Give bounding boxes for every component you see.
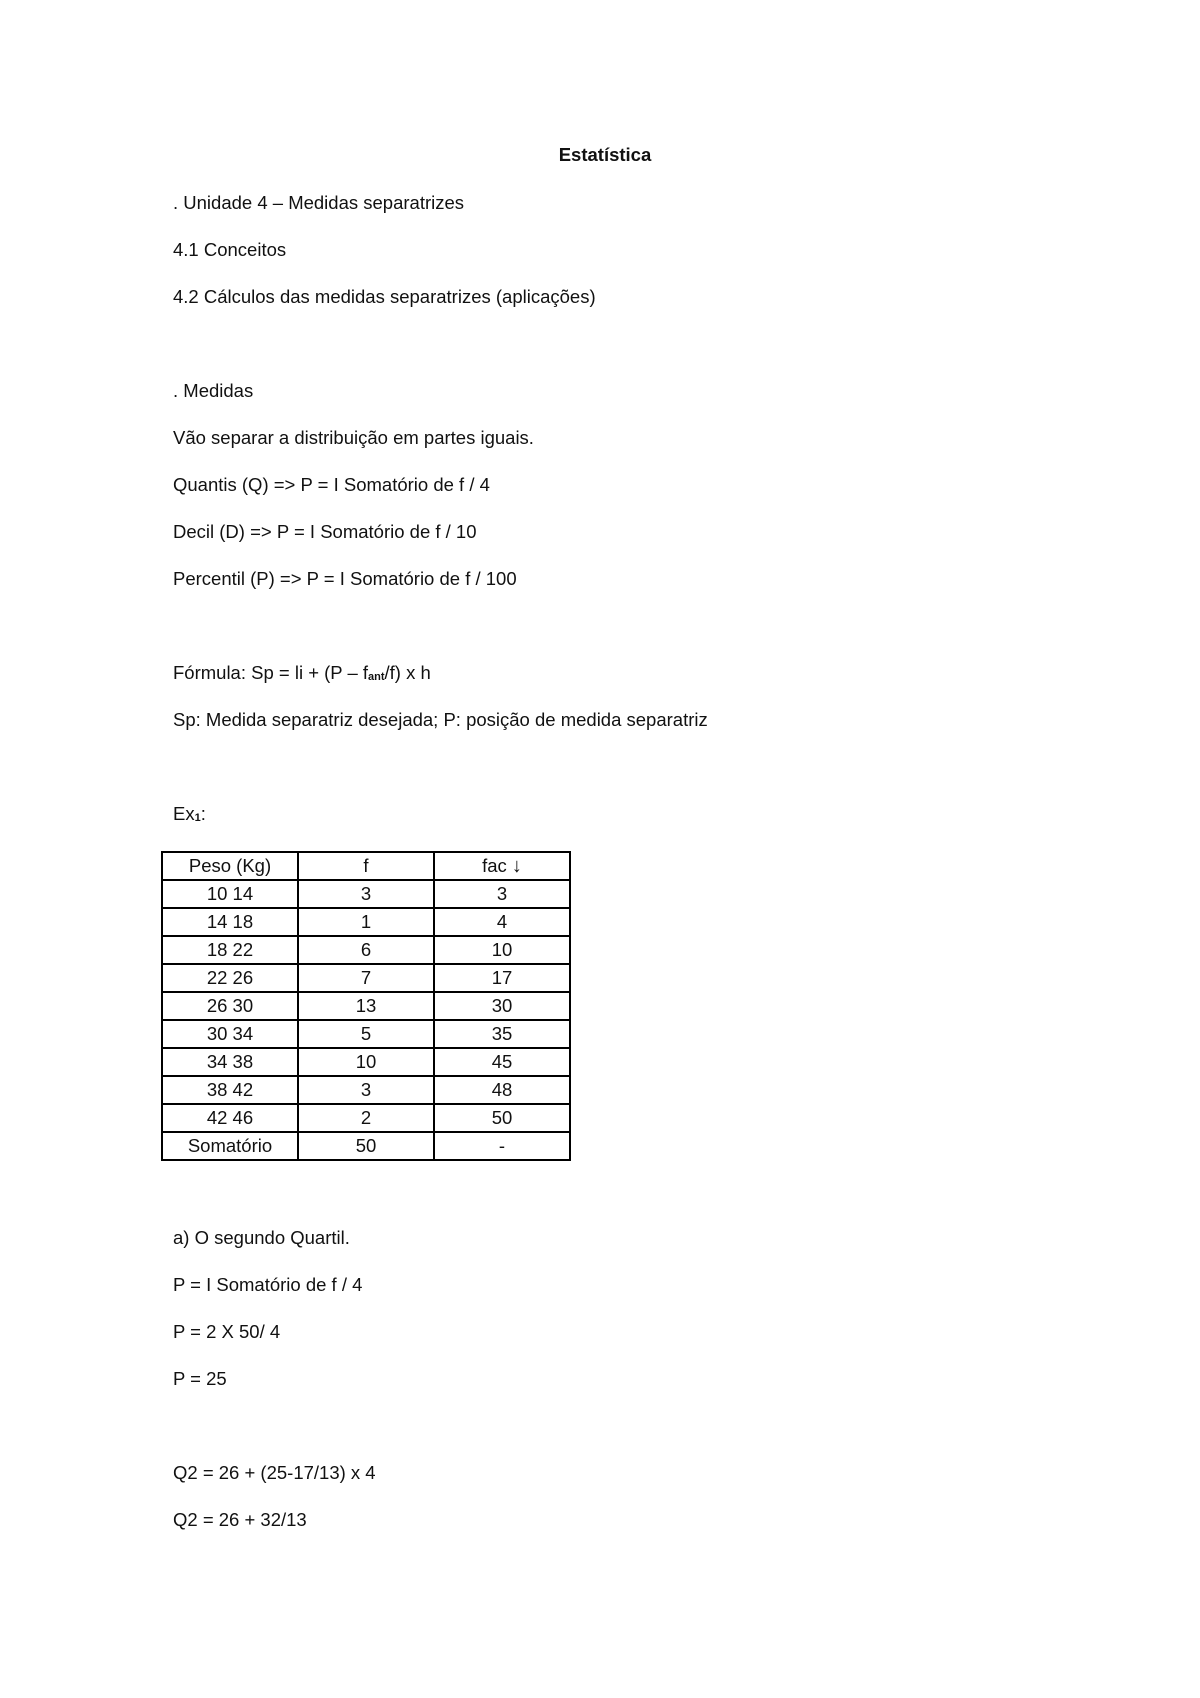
table-row: 26 30 13 30 [162,992,570,1020]
page-title: Estatística [558,144,652,165]
measures-description: Vão separar a distribuição em partes iguais. [173,427,534,448]
table-total-row: Somatório 50 - [162,1132,570,1160]
unit-heading: . Unidade 4 – Medidas separatrizes [173,192,465,213]
formula-subscript: ant [368,671,385,683]
position-substitution: P = 2 X 50/ 4 [173,1321,281,1342]
frequency-table [161,851,571,1161]
table-row: 10 14 3 3 [162,880,570,908]
down-arrow-icon: ↓ [511,855,522,877]
main-formula [173,662,431,684]
question-a: a) O segundo Quartil. [173,1227,350,1248]
table-row: 34 38 10 45 [162,1048,570,1076]
formula-end: /f) x h [384,662,431,683]
example-label: $Ex_1$: [173,803,206,824]
q2-simplified: Q2 = 26 + 32/13 [173,1509,307,1530]
table-row: 22 26 7 17 [162,964,570,992]
q2-formula: Q2 = 26 + (25-17/13) x 4 [173,1462,376,1483]
measures-heading: . Medidas [173,380,254,401]
quantis-formula: Quantis (Q) => P = I Somatório de f / 4 [173,474,490,495]
header-peso: Peso (Kg) [162,852,298,880]
table-row: 38 42 3 48 [162,1076,570,1104]
section-concepts: 4.1 Conceitos [173,239,287,260]
sp-definition: Sp: Medida separatriz desejada; P: posição de medida separatriz [173,709,708,730]
table-row: 14 18 1 4 [162,908,570,936]
table-row: 42 46 2 50 [162,1104,570,1132]
header-f: f [298,852,434,880]
formula-start: Fórmula: Sp = li + (P – f [173,662,369,683]
header-fac: fac ↓ [434,852,570,880]
section-calculations: 4.2 Cálculos das medidas separatrizes (aplicações) [173,286,596,307]
decil-formula: Decil (D) => P = I Somatório de f / 10 [173,521,477,542]
table-header-row [162,852,570,880]
table-row: 30 34 5 35 [162,1020,570,1048]
table-row: 18 22 6 10 [162,936,570,964]
example-subscript: 1 [194,812,201,824]
position-result: P = 25 [173,1368,227,1389]
percentil-formula: Percentil (P) => P = I Somatório de f / 100 [173,568,517,589]
position-formula: P = I Somatório de f / 4 [173,1274,363,1295]
